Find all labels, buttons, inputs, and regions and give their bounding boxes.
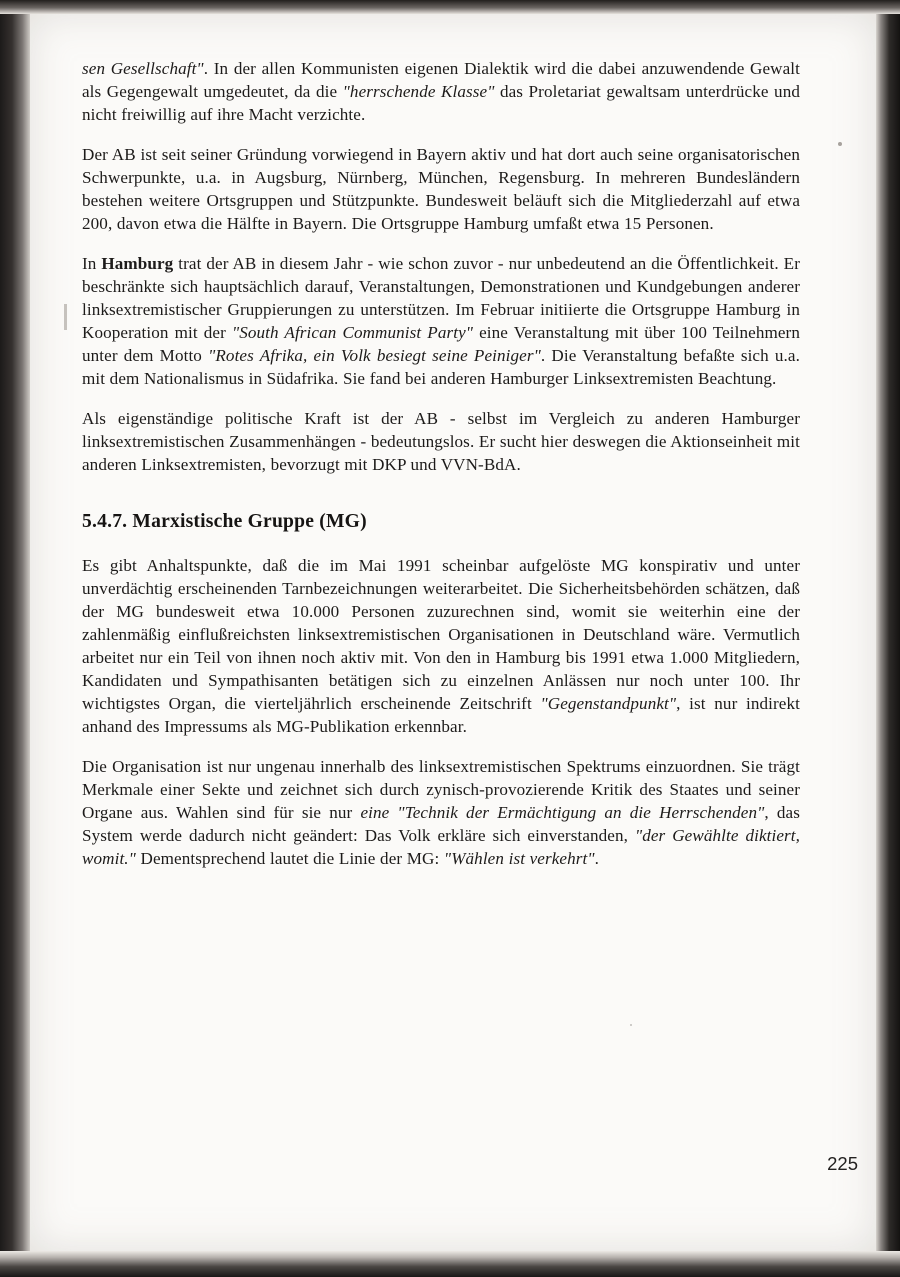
text-run: Es gibt Anhaltspunkte, daß die im Mai 1991 scheinbar aufgelöste MG konspirativ und unter unverdächtig erscheinenden Tarnbezeichnungen weiterarbeitet. Die Sicherheitsbehörden schätzen, daß der MG bundesweit etwa 10.000 Personen zuzurechnen sind, womit sie weiterhin eine der zahlenmäßig einflußreichsten linksextremistischen Organisationen in Deutschland wäre. Vermutlich arbeitet nur ein Teil von ihnen noch aktiv mit. Von den in Hamburg bis 1991 etwa 1.000 Mitgliedern, Kandidaten und Sympathisanten betätigen sich zu einzelnen Anlässen nur noch unter 100. Ihr wichtigstes Organ, die vierteljährlich erscheinende Zeitschrift	[82, 555, 800, 713]
text-run: , das System werde dadurch nicht geändert: Das Volk erkläre sich einverstanden,	[82, 802, 800, 845]
text-run: Der AB ist seit seiner Gründung vorwiegend in Bayern aktiv und hat dort auch seine organisatorischen Schwerpunkte, u.a. in Augsburg, Nürnberg, München, Regensburg. In mehreren Bundesländern bestehen weitere Ortsgruppen und Stützpunkte. Bundesweit beläuft sich die Mitgliederzahl auf etwa 200, davon etwa die Hälfte in Bayern. Die Ortsgruppe Hamburg umfaßt etwa 15 Personen.	[82, 144, 800, 233]
italic-run: "der Gewählte diktiert, womit."	[82, 825, 800, 868]
italic-run: "Gegenstandpunkt"	[540, 693, 677, 713]
italic-run: "herrschende Klasse"	[342, 81, 495, 101]
text-run: trat der AB in diesem Jahr - wie schon zuvor - nur unbedeutend an die Öffentlichkeit. Er beschränkte sich hauptsächlich darauf, Veranstaltungen, Demonstrationen und Kundgebungen anderer linksextremistischer Gruppierungen zu unterstützen. Im Februar initiierte die Ortsgruppe Hamburg in Kooperation mit der	[82, 253, 800, 342]
scan-edge-top	[0, 0, 900, 14]
italic-run: "Wählen ist verkehrt"	[443, 848, 595, 868]
text-run: . Die Veranstaltung befaßte sich u.a. mit dem Nationalismus in Südafrika. Sie fand bei anderen Hamburger Linksextremisten Beachtung.	[82, 345, 800, 388]
scan-edge-left	[0, 0, 30, 1277]
text-run: In	[82, 253, 102, 273]
italic-run: "South African Communist Party"	[231, 322, 474, 342]
paragraph	[82, 408, 800, 477]
text-run: Die Organisation ist nur ungenau innerhalb des linksextremistischen Spektrums einzuordnen. Sie trägt Merkmale einer Sekte und zeichnet sich durch zynisch-provozierende Kritik des Staates und seiner Organe aus. Wahlen sind für sie nur	[82, 756, 800, 822]
italic-run: "Rotes Afrika, ein Volk besiegt seine Peiniger"	[208, 345, 541, 365]
text-run: Als eigenständige politische Kraft ist der AB - selbst im Vergleich zu anderen Hamburger linksextremistischen Zusammenhängen - bedeutungslos. Er sucht hier deswegen die Aktionseinheit mit anderen Linksextremisten, bevorzugt mit DKP und VVN-BdA.	[82, 408, 800, 474]
text-run: das Proletariat gewaltsam unterdrücke und nicht freiwillig auf ihre Macht verzichte.	[82, 81, 800, 124]
paragraph	[82, 253, 800, 391]
bold-run: Hamburg	[101, 253, 174, 273]
page-body	[82, 58, 800, 888]
text-run: Dementsprechend lautet die Linie der MG:	[135, 848, 444, 868]
page-sheet	[30, 14, 876, 1251]
italic-run: sen Gesellschaft"	[82, 59, 204, 78]
paragraph	[82, 58, 800, 127]
gutter-artifact	[64, 304, 67, 330]
scan-speck	[838, 142, 842, 146]
page-number: 225	[827, 1153, 858, 1174]
text-run: .	[594, 848, 600, 868]
paragraph	[82, 555, 800, 739]
scan-speck	[630, 1024, 632, 1026]
text-run: . In der allen Kommunisten eigenen Dialektik wird die dabei anzuwendende Gewalt als Gegengewalt umgedeutet, da die	[82, 59, 800, 101]
paragraph	[82, 756, 800, 871]
text-run: eine Veranstaltung mit über 100 Teilnehmern unter dem Motto	[82, 322, 800, 365]
text-run: , ist nur indirekt anhand des Impressums als MG-Publikation erkennbar.	[82, 693, 800, 736]
scan-edge-right	[876, 0, 900, 1277]
italic-run: eine "Technik der Ermächtigung an die Herrschenden"	[360, 802, 765, 822]
paragraph	[82, 144, 800, 236]
section-heading: 5.4.7. Marxistische Gruppe (MG)	[82, 510, 367, 532]
scan-edge-bottom	[0, 1251, 900, 1277]
